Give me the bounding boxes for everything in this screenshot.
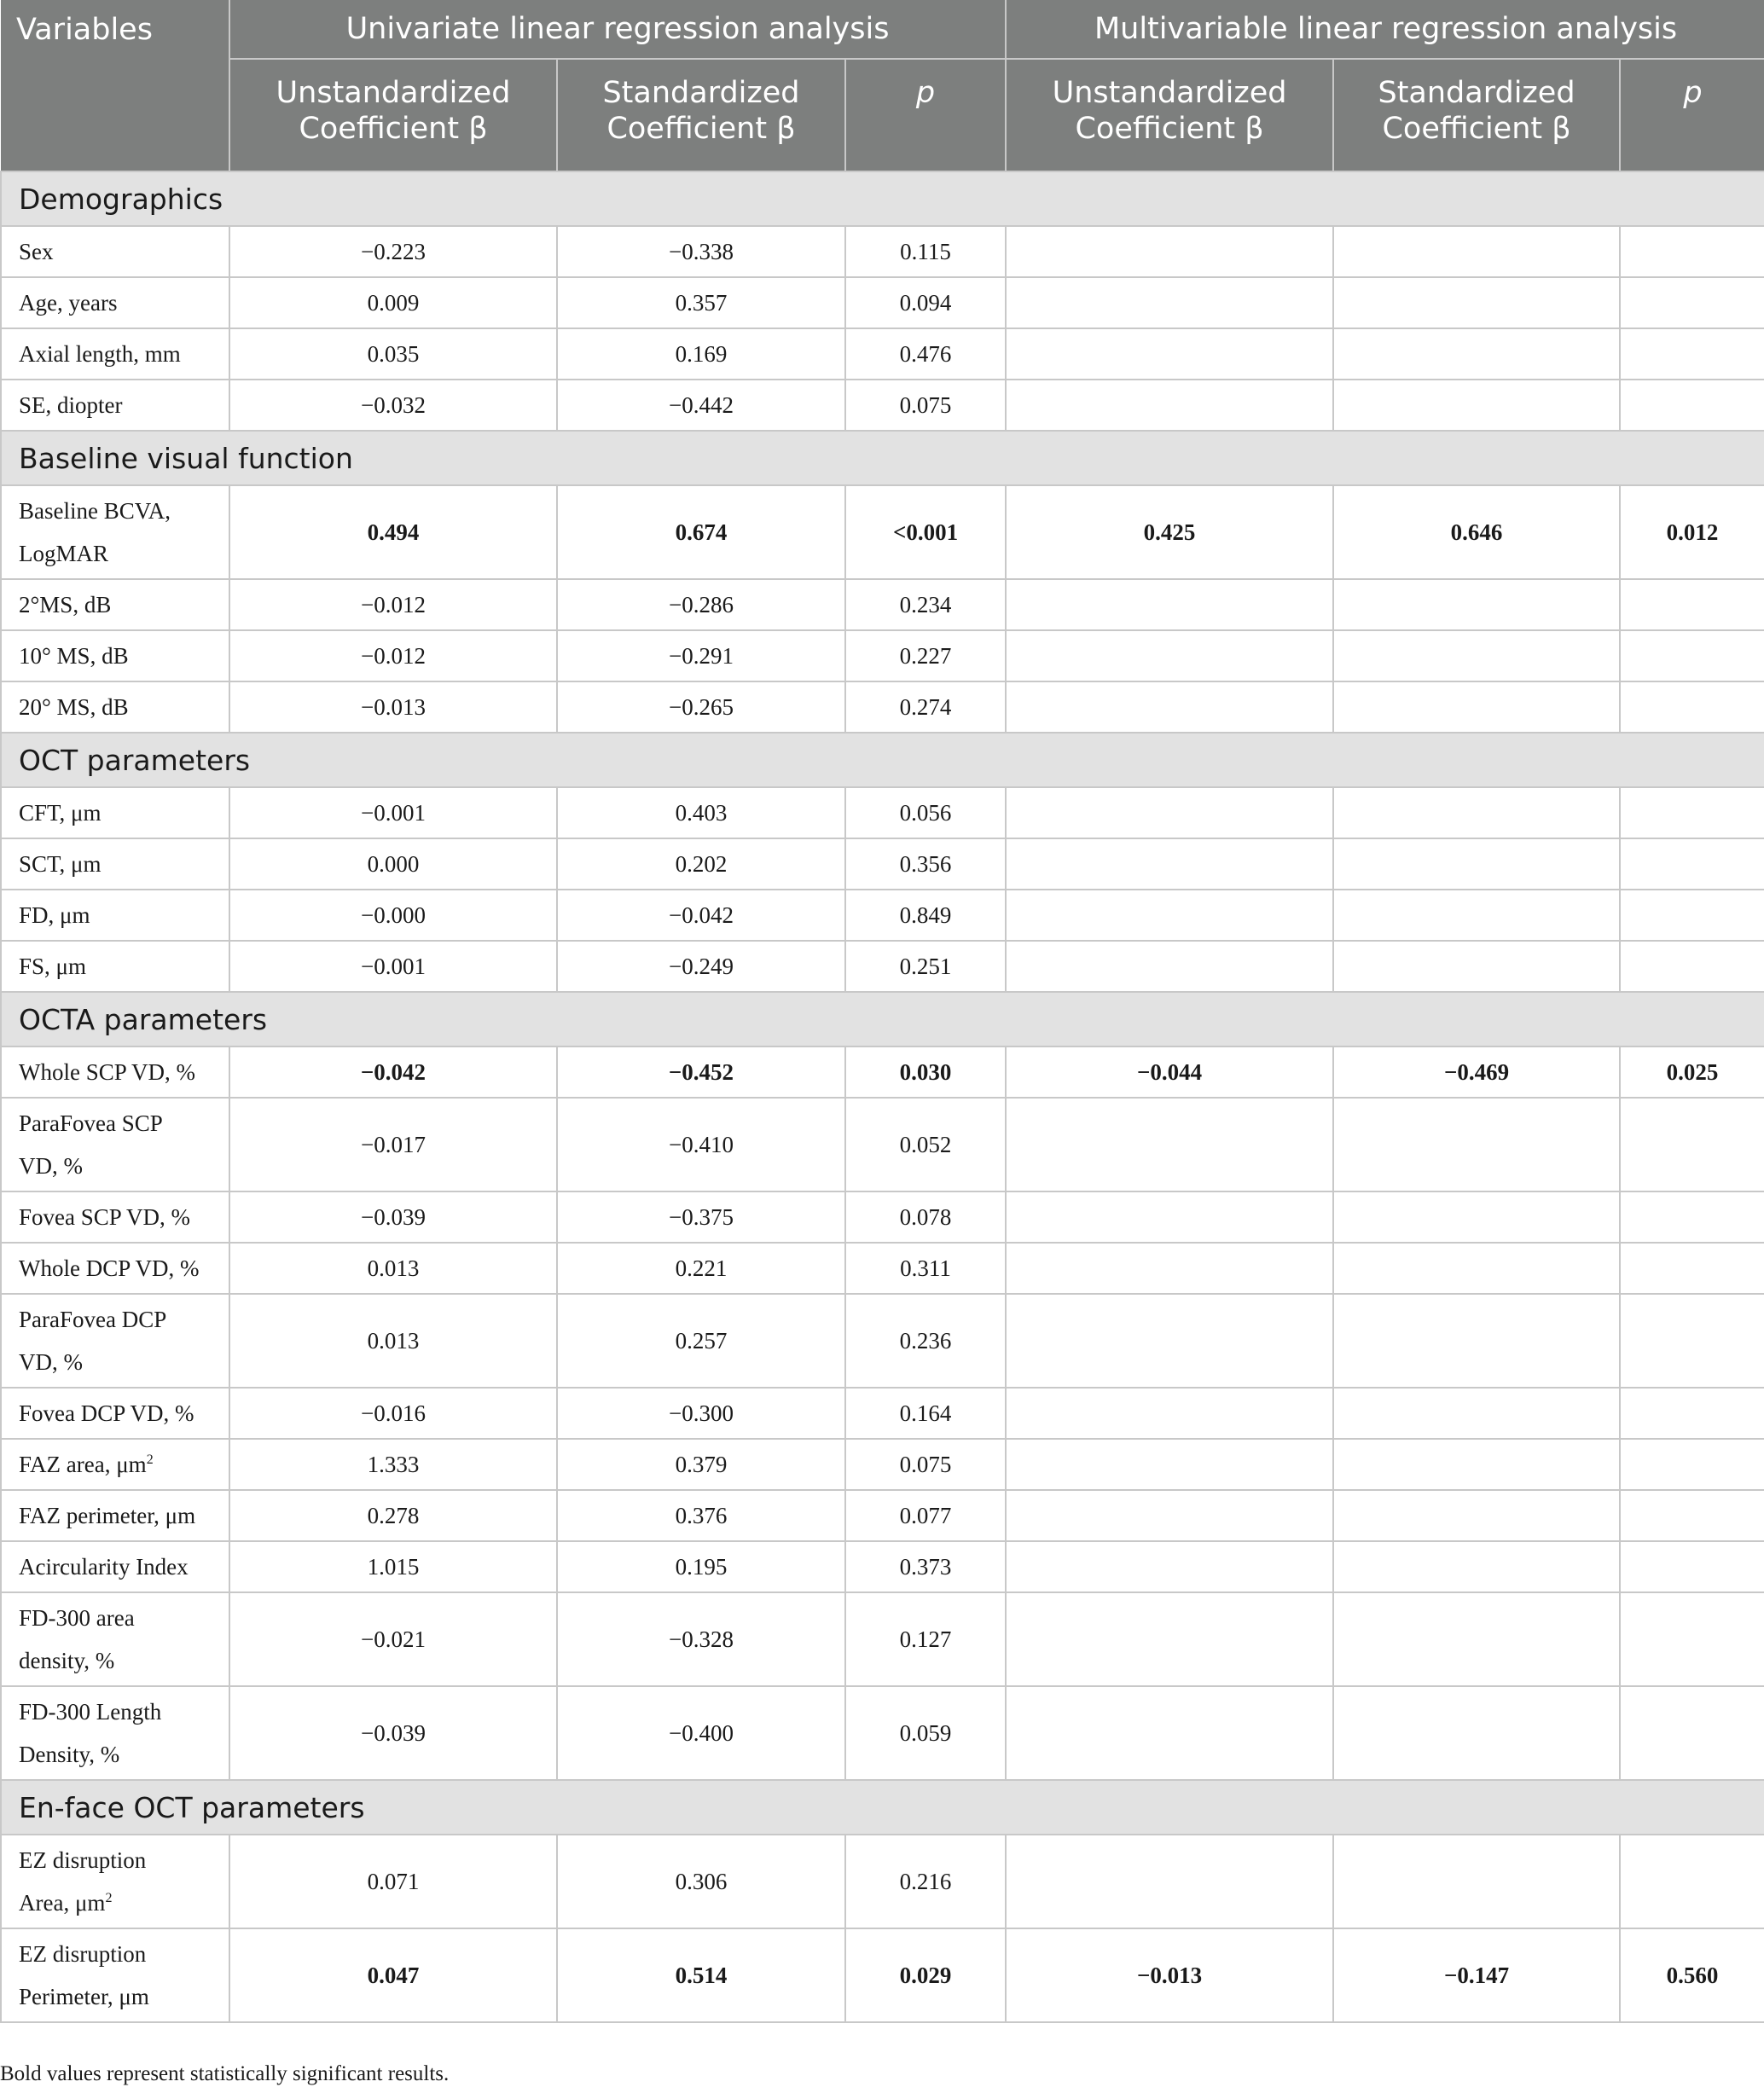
multivariable-p-cell <box>1620 1098 1764 1191</box>
variable-label: FD, μm <box>19 902 90 928</box>
univariate-unstandardized-cell: 1.333 <box>229 1439 557 1490</box>
table-row <box>1 1835 1764 1928</box>
section-title: OCT parameters <box>1 733 1764 787</box>
multivariable-p-cell: 0.025 <box>1620 1046 1764 1098</box>
variable-cell <box>1 1388 229 1439</box>
multivariable-unstandardized-cell <box>1006 1541 1333 1592</box>
multivariable-p-cell <box>1620 1686 1764 1780</box>
variable-cell <box>1 1592 229 1686</box>
multivariable-unstandardized-cell <box>1006 1294 1333 1388</box>
variable-label: Fovea SCP VD, % <box>19 1204 191 1230</box>
variable-label: EZ disruption <box>19 1847 147 1873</box>
multivariable-standardized-cell <box>1333 681 1620 733</box>
variable-cell <box>1 485 229 579</box>
multivariable-unstandardized-cell <box>1006 1592 1333 1686</box>
variable-cell <box>1 1928 229 2022</box>
header-multivariable: Multivariable linear regression analysis <box>1006 0 1764 59</box>
variable-cell <box>1 1294 229 1388</box>
variable-label: EZ disruption <box>19 1941 147 1967</box>
table-row <box>1 1439 1764 1490</box>
variable-label: 10° MS, dB <box>19 643 129 669</box>
variable-label: Sex <box>19 239 54 264</box>
multivariable-p-cell <box>1620 941 1764 992</box>
univariate-p-cell: 0.476 <box>845 328 1006 380</box>
univariate-standardized-cell: 0.357 <box>557 277 845 328</box>
multivariable-unstandardized-cell <box>1006 277 1333 328</box>
multivariable-standardized-cell <box>1333 1294 1620 1388</box>
variable-cell <box>1 1191 229 1243</box>
section-header-row <box>1 431 1764 485</box>
table-row <box>1 1388 1764 1439</box>
univariate-p-cell: 0.078 <box>845 1191 1006 1243</box>
table-row <box>1 630 1764 681</box>
multivariable-standardized-cell <box>1333 380 1620 431</box>
header-univariate-standardized: Standardized Coefficient β <box>557 59 845 171</box>
multivariable-p-cell <box>1620 1243 1764 1294</box>
multivariable-standardized-cell <box>1333 1243 1620 1294</box>
table-row <box>1 787 1764 838</box>
multivariable-unstandardized-cell <box>1006 1490 1333 1541</box>
univariate-p-cell: 0.127 <box>845 1592 1006 1686</box>
univariate-unstandardized-cell: −0.000 <box>229 890 557 941</box>
header-univariate-p: p <box>845 59 1006 171</box>
univariate-p-cell: <0.001 <box>845 485 1006 579</box>
univariate-p-cell: 0.115 <box>845 226 1006 277</box>
multivariable-unstandardized-cell <box>1006 1439 1333 1490</box>
multivariable-standardized-cell <box>1333 1835 1620 1928</box>
multivariable-unstandardized-cell <box>1006 380 1333 431</box>
univariate-standardized-cell: 0.221 <box>557 1243 845 1294</box>
univariate-unstandardized-cell: 1.015 <box>229 1541 557 1592</box>
multivariable-standardized-cell <box>1333 1191 1620 1243</box>
section-title: Demographics <box>1 171 1764 226</box>
univariate-unstandardized-cell: −0.013 <box>229 681 557 733</box>
univariate-standardized-cell: −0.286 <box>557 579 845 630</box>
multivariable-p-cell <box>1620 1388 1764 1439</box>
univariate-unstandardized-cell: 0.013 <box>229 1294 557 1388</box>
univariate-unstandardized-cell: 0.278 <box>229 1490 557 1541</box>
univariate-p-cell: 0.311 <box>845 1243 1006 1294</box>
multivariable-unstandardized-cell <box>1006 890 1333 941</box>
univariate-p-cell: 0.216 <box>845 1835 1006 1928</box>
univariate-p-cell: 0.236 <box>845 1294 1006 1388</box>
superscript: 2 <box>146 1452 154 1467</box>
univariate-unstandardized-cell: 0.035 <box>229 328 557 380</box>
univariate-unstandardized-cell: 0.047 <box>229 1928 557 2022</box>
multivariable-unstandardized-cell <box>1006 787 1333 838</box>
section-header-row <box>1 171 1764 226</box>
multivariable-unstandardized-cell <box>1006 1835 1333 1928</box>
table-row <box>1 277 1764 328</box>
multivariable-standardized-cell <box>1333 941 1620 992</box>
multivariable-unstandardized-cell <box>1006 941 1333 992</box>
multivariable-unstandardized-cell <box>1006 579 1333 630</box>
variable-cell <box>1 1835 229 1928</box>
variable-cell <box>1 328 229 380</box>
variable-label: 20° MS, dB <box>19 694 129 720</box>
variable-label-line2: VD, % <box>19 1153 83 1179</box>
multivariable-unstandardized-cell <box>1006 681 1333 733</box>
variable-label-line2: LogMAR <box>19 541 109 566</box>
univariate-standardized-cell: −0.300 <box>557 1388 845 1439</box>
variable-label-line2: density, % <box>19 1648 115 1673</box>
multivariable-unstandardized-cell: 0.425 <box>1006 485 1333 579</box>
variable-cell <box>1 1046 229 1098</box>
univariate-unstandardized-cell: −0.021 <box>229 1592 557 1686</box>
univariate-standardized-cell: 0.376 <box>557 1490 845 1541</box>
univariate-standardized-cell: −0.400 <box>557 1686 845 1780</box>
univariate-unstandardized-cell: −0.012 <box>229 579 557 630</box>
variable-cell <box>1 681 229 733</box>
univariate-p-cell: 0.164 <box>845 1388 1006 1439</box>
univariate-standardized-cell: −0.291 <box>557 630 845 681</box>
multivariable-p-cell <box>1620 1191 1764 1243</box>
multivariable-standardized-cell <box>1333 630 1620 681</box>
univariate-standardized-cell: 0.403 <box>557 787 845 838</box>
univariate-p-cell: 0.094 <box>845 277 1006 328</box>
variable-cell <box>1 630 229 681</box>
multivariable-p-cell <box>1620 1490 1764 1541</box>
variable-label: Whole DCP VD, % <box>19 1255 200 1281</box>
variable-cell <box>1 1439 229 1490</box>
header-multivariable-unstandardized: Unstandardized Coefficient β <box>1006 59 1333 171</box>
variable-label: FD-300 Length <box>19 1699 162 1725</box>
multivariable-p-cell <box>1620 1439 1764 1490</box>
table-row <box>1 1046 1764 1098</box>
multivariable-p-cell <box>1620 890 1764 941</box>
section-title: OCTA parameters <box>1 992 1764 1046</box>
variable-label: FAZ perimeter, μm <box>19 1503 196 1528</box>
variable-label: FD-300 area <box>19 1605 135 1631</box>
table-row <box>1 1098 1764 1191</box>
variable-cell <box>1 941 229 992</box>
multivariable-p-cell <box>1620 681 1764 733</box>
univariate-unstandardized-cell: −0.012 <box>229 630 557 681</box>
multivariable-p-cell <box>1620 226 1764 277</box>
univariate-unstandardized-cell: −0.017 <box>229 1098 557 1191</box>
table-row <box>1 1243 1764 1294</box>
univariate-standardized-cell: 0.195 <box>557 1541 845 1592</box>
multivariable-standardized-cell <box>1333 787 1620 838</box>
superscript: 2 <box>105 1891 113 1905</box>
univariate-p-cell: 0.056 <box>845 787 1006 838</box>
multivariable-unstandardized-cell: −0.044 <box>1006 1046 1333 1098</box>
table-row <box>1 1541 1764 1592</box>
variable-cell <box>1 787 229 838</box>
section-title: En-face OCT parameters <box>1 1780 1764 1835</box>
multivariable-unstandardized-cell <box>1006 1686 1333 1780</box>
multivariable-unstandardized-cell: −0.013 <box>1006 1928 1333 2022</box>
section-header-row <box>1 733 1764 787</box>
multivariable-p-cell <box>1620 630 1764 681</box>
variable-label-line2: Density, % <box>19 1742 120 1767</box>
univariate-p-cell: 0.030 <box>845 1046 1006 1098</box>
variable-label: Axial length, mm <box>19 341 181 367</box>
multivariable-p-cell <box>1620 1835 1764 1928</box>
univariate-p-cell: 0.075 <box>845 1439 1006 1490</box>
multivariable-standardized-cell <box>1333 1439 1620 1490</box>
multivariable-standardized-cell <box>1333 1686 1620 1780</box>
multivariable-p-cell: 0.560 <box>1620 1928 1764 2022</box>
univariate-standardized-cell: −0.338 <box>557 226 845 277</box>
univariate-unstandardized-cell: 0.494 <box>229 485 557 579</box>
multivariable-standardized-cell: 0.646 <box>1333 485 1620 579</box>
univariate-unstandardized-cell: 0.009 <box>229 277 557 328</box>
table-header <box>1 0 1764 171</box>
table-row <box>1 1686 1764 1780</box>
univariate-unstandardized-cell: 0.071 <box>229 1835 557 1928</box>
variable-cell <box>1 1490 229 1541</box>
multivariable-p-cell <box>1620 1294 1764 1388</box>
variable-label: ParaFovea SCP <box>19 1110 163 1136</box>
multivariable-standardized-cell <box>1333 1388 1620 1439</box>
univariate-standardized-cell: 0.674 <box>557 485 845 579</box>
univariate-standardized-cell: 0.514 <box>557 1928 845 2022</box>
multivariable-unstandardized-cell <box>1006 838 1333 890</box>
multivariable-standardized-cell <box>1333 277 1620 328</box>
univariate-unstandardized-cell: −0.032 <box>229 380 557 431</box>
univariate-unstandardized-cell: −0.042 <box>229 1046 557 1098</box>
table-row <box>1 485 1764 579</box>
univariate-unstandardized-cell: −0.001 <box>229 941 557 992</box>
section-header-row <box>1 992 1764 1046</box>
multivariable-p-cell <box>1620 579 1764 630</box>
table-row <box>1 380 1764 431</box>
section-title: Baseline visual function <box>1 431 1764 485</box>
univariate-standardized-cell: 0.169 <box>557 328 845 380</box>
univariate-standardized-cell: 0.202 <box>557 838 845 890</box>
univariate-unstandardized-cell: −0.039 <box>229 1686 557 1780</box>
table-row <box>1 1592 1764 1686</box>
multivariable-standardized-cell <box>1333 1592 1620 1686</box>
univariate-p-cell: 0.052 <box>845 1098 1006 1191</box>
variable-cell <box>1 380 229 431</box>
variable-cell <box>1 838 229 890</box>
variable-label: Whole SCP VD, % <box>19 1059 196 1085</box>
univariate-standardized-cell: −0.375 <box>557 1191 845 1243</box>
variable-cell <box>1 890 229 941</box>
table-row <box>1 890 1764 941</box>
variable-cell <box>1 226 229 277</box>
multivariable-unstandardized-cell <box>1006 1098 1333 1191</box>
univariate-p-cell: 0.059 <box>845 1686 1006 1780</box>
univariate-unstandardized-cell: −0.016 <box>229 1388 557 1439</box>
univariate-p-cell: 0.234 <box>845 579 1006 630</box>
multivariable-standardized-cell: −0.469 <box>1333 1046 1620 1098</box>
univariate-unstandardized-cell: −0.039 <box>229 1191 557 1243</box>
multivariable-unstandardized-cell <box>1006 226 1333 277</box>
variable-label: Baseline BCVA, <box>19 498 171 524</box>
multivariable-unstandardized-cell <box>1006 328 1333 380</box>
multivariable-p-cell <box>1620 1541 1764 1592</box>
multivariable-standardized-cell <box>1333 838 1620 890</box>
univariate-p-cell: 0.077 <box>845 1490 1006 1541</box>
variable-label: Age, years <box>19 290 118 316</box>
multivariable-p-cell <box>1620 277 1764 328</box>
univariate-unstandardized-cell: −0.001 <box>229 787 557 838</box>
univariate-p-cell: 0.356 <box>845 838 1006 890</box>
univariate-standardized-cell: −0.265 <box>557 681 845 733</box>
table-row <box>1 941 1764 992</box>
section-header-row <box>1 1780 1764 1835</box>
univariate-standardized-cell: 0.379 <box>557 1439 845 1490</box>
multivariable-standardized-cell <box>1333 1098 1620 1191</box>
variable-label: SCT, μm <box>19 851 102 877</box>
multivariable-standardized-cell: −0.147 <box>1333 1928 1620 2022</box>
variable-label: Fovea DCP VD, % <box>19 1400 194 1426</box>
table-row <box>1 1191 1764 1243</box>
variable-label: Acircularity Index <box>19 1554 189 1580</box>
variable-label: SE, diopter <box>19 392 123 418</box>
variable-cell <box>1 1243 229 1294</box>
multivariable-p-cell <box>1620 1592 1764 1686</box>
univariate-standardized-cell: −0.410 <box>557 1098 845 1191</box>
variable-label-line2: Perimeter, μm <box>19 1984 149 2009</box>
table-row <box>1 1490 1764 1541</box>
univariate-p-cell: 0.274 <box>845 681 1006 733</box>
table-row <box>1 226 1764 277</box>
multivariable-p-cell <box>1620 328 1764 380</box>
multivariable-standardized-cell <box>1333 890 1620 941</box>
variable-cell <box>1 1541 229 1592</box>
univariate-unstandardized-cell: 0.013 <box>229 1243 557 1294</box>
multivariable-standardized-cell <box>1333 1541 1620 1592</box>
variable-label: FS, μm <box>19 954 87 979</box>
univariate-standardized-cell: −0.328 <box>557 1592 845 1686</box>
variable-cell <box>1 1098 229 1191</box>
header-variables: Variables <box>1 0 229 171</box>
variable-label: ParaFovea DCP <box>19 1307 167 1332</box>
table-row <box>1 328 1764 380</box>
variable-cell <box>1 579 229 630</box>
table-row <box>1 681 1764 733</box>
header-multivariable-standardized: Standardized Coefficient β <box>1333 59 1620 171</box>
univariate-standardized-cell: −0.452 <box>557 1046 845 1098</box>
header-multivariable-p: p <box>1620 59 1764 171</box>
header-univariate-unstandardized: Unstandardized Coefficient β <box>229 59 557 171</box>
multivariable-unstandardized-cell <box>1006 630 1333 681</box>
univariate-unstandardized-cell: −0.223 <box>229 226 557 277</box>
multivariable-standardized-cell <box>1333 579 1620 630</box>
table-row <box>1 579 1764 630</box>
variable-cell <box>1 277 229 328</box>
univariate-standardized-cell: 0.306 <box>557 1835 845 1928</box>
variable-label-line2: VD, % <box>19 1349 83 1375</box>
multivariable-p-cell <box>1620 838 1764 890</box>
univariate-p-cell: 0.227 <box>845 630 1006 681</box>
univariate-standardized-cell: −0.249 <box>557 941 845 992</box>
multivariable-p-cell: 0.012 <box>1620 485 1764 579</box>
table-row <box>1 1294 1764 1388</box>
multivariable-unstandardized-cell <box>1006 1243 1333 1294</box>
multivariable-standardized-cell <box>1333 226 1620 277</box>
table-row <box>1 838 1764 890</box>
variable-label: 2°MS, dB <box>19 592 112 617</box>
table-row <box>1 1928 1764 2022</box>
multivariable-p-cell <box>1620 380 1764 431</box>
multivariable-standardized-cell <box>1333 328 1620 380</box>
univariate-standardized-cell: −0.042 <box>557 890 845 941</box>
univariate-p-cell: 0.029 <box>845 1928 1006 2022</box>
multivariable-p-cell <box>1620 787 1764 838</box>
univariate-p-cell: 0.373 <box>845 1541 1006 1592</box>
variable-cell <box>1 1686 229 1780</box>
univariate-p-cell: 0.251 <box>845 941 1006 992</box>
univariate-standardized-cell: −0.442 <box>557 380 845 431</box>
table-footnote: Bold values represent statistically significant results. <box>0 2062 450 2085</box>
univariate-p-cell: 0.075 <box>845 380 1006 431</box>
univariate-p-cell: 0.849 <box>845 890 1006 941</box>
univariate-standardized-cell: 0.257 <box>557 1294 845 1388</box>
variable-label: FAZ area, μm <box>19 1452 147 1477</box>
header-univariate: Univariate linear regression analysis <box>229 0 1006 59</box>
univariate-unstandardized-cell: 0.000 <box>229 838 557 890</box>
table-body <box>1 171 1764 2022</box>
multivariable-unstandardized-cell <box>1006 1191 1333 1243</box>
variable-label: CFT, μm <box>19 800 102 826</box>
variable-label-line2: Area, μm <box>19 1890 106 1916</box>
multivariable-unstandardized-cell <box>1006 1388 1333 1439</box>
multivariable-standardized-cell <box>1333 1490 1620 1541</box>
